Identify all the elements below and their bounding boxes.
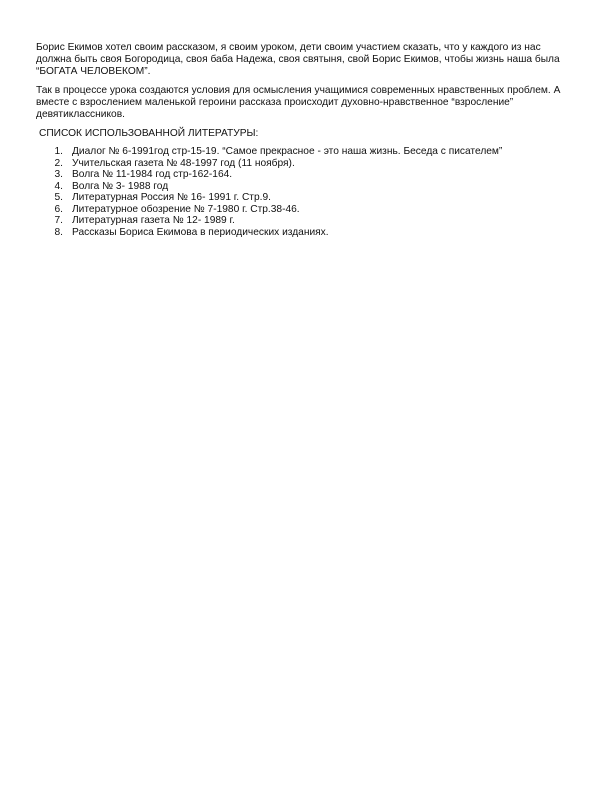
reference-number: 4. [54,180,63,192]
paragraph-line: девятиклассников. [36,109,125,121]
reference-text: Литературная газета № 12- 1989 г. [72,215,235,227]
reference-text: Волга № 3- 1988 год [72,180,169,192]
paragraph-line: должна быть своя Богородица, своя баба Надежа, своя святыня, свой Борис Екимов, чтобы жизнь наша была [36,54,560,66]
paragraph-lesson-outcome [36,85,576,122]
reference-number: 1. [54,146,63,157]
reference-number: 2. [54,157,63,169]
paragraph-line: вместе с взрослением маленькой героини рассказа происходит духовно-нравственное “взросление” [36,97,514,109]
paragraph-line: Борис Екимов хотел своим рассказом, я своим уроком, дети своим участием сказать, что у каждого из нас [36,42,541,53]
reference-text: Рассказы Бориса Екимова в периодических изданиях. [72,226,329,238]
reference-text: Литературное обозрение № 7-1980 г. Стр.38-46. [72,203,300,215]
reference-text: Учительская газета № 48-1997 год (11 ноября). [72,157,295,169]
reference-number: 5. [54,192,63,204]
reference-number: 6. [54,203,63,215]
references-heading: СПИСОК ИСПОЛЬЗОВАННОЙ ЛИТЕРАТУРЫ: [39,128,259,139]
reference-text: Литературная Россия № 16- 1991 г. Стр.9. [72,192,271,204]
paragraph-line: “БОГАТА ЧЕЛОВЕКОМ”. [36,66,151,78]
reference-number: 3. [54,169,63,181]
reference-text: Диалог № 6-1991год стр-15-19. “Самое прекрасное - это наша жизнь. Беседа с писателем” [72,146,503,157]
reference-number: 8. [54,226,63,238]
reference-number: 7. [54,215,63,227]
reference-text: Волга № 11-1984 год стр-162-164. [72,169,233,181]
paragraph-line: Так в процессе урока создаются условия для осмысления учащимися современных нравственных проблем. А [36,85,561,96]
paragraph-conclusion [36,42,576,79]
